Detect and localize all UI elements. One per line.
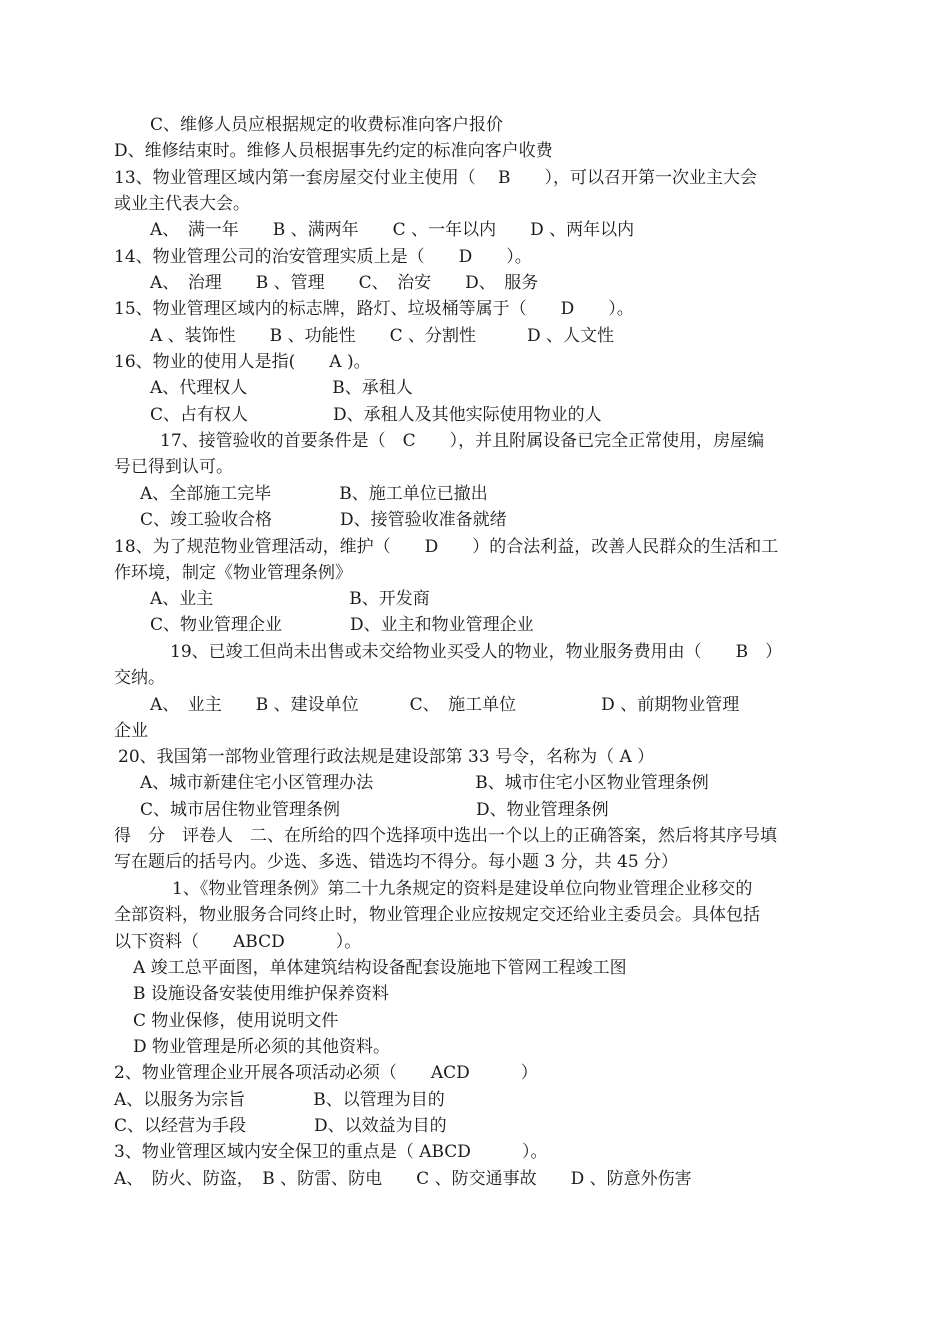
options-17: A、全部施工完毕 B、施工单位已撤出: [140, 484, 488, 504]
options-m1: A 竣工总平面图，单体建筑结构设备配套设施地下管网工程竣工图: [133, 958, 627, 978]
options-17: C、竣工验收合格 D、接管验收准备就绪: [140, 510, 507, 530]
options-m2: C、以经营为手段 D、以效益为目的: [114, 1116, 447, 1136]
multi-question-3: 3、物业管理区域内安全保卫的重点是（ ABCD ）。: [114, 1142, 548, 1162]
text-line: D、维修结束时。维修人员根据事先约定的标准向客户收费: [114, 141, 553, 161]
question-18: 18、为了规范物业管理活动，维护（ D ）的合法利益，改善人民群众的生活和工: [114, 537, 779, 557]
options-19: A、 业主 B 、建设单位 C、 施工单位 D 、前期物业管理: [150, 695, 740, 715]
question-20: 20、我国第一部物业管理行政法规是建设部第 33 号令，名称为（ A ）: [118, 747, 655, 767]
options-m1: B 设施设备安装使用维护保养资料: [133, 984, 389, 1004]
text-line: 企业: [114, 721, 148, 741]
question-15: 15、物业管理区域内的标志牌，路灯、垃圾桶等属于（ D ）。: [114, 299, 634, 319]
text-line: 号已得到认可。: [114, 457, 233, 477]
text-line: 以下资料（ ABCD ）。: [114, 932, 362, 952]
section-two-header: 得 分 评卷人 二、在所给的四个选择项中选出一个以上的正确答案，然后将其序号填: [114, 826, 777, 846]
options-16: C、占有权人 D、承租人及其他实际使用物业的人: [150, 405, 602, 425]
text-line: 全部资料，物业服务合同终止时，物业管理企业应按规定交还给业主委员会。具体包括: [114, 905, 760, 925]
text-line: 作环境，制定《物业管理条例》: [114, 563, 352, 583]
options-18: C、物业管理企业 D、业主和物业管理企业: [150, 615, 534, 635]
options-16: A、代理权人 B、承租人: [150, 378, 413, 398]
options-13: A、 满一年 B 、满两年 C 、一年以内 D 、两年以内: [150, 220, 635, 240]
options-m3: A、 防火、防盗， B 、防雷、防电 C 、防交通事故 D 、防意外伤害: [114, 1169, 692, 1189]
options-15: A 、装饰性 B 、功能性 C 、分割性 D 、人文性: [150, 326, 615, 346]
options-18: A、业主 B、开发商: [150, 589, 430, 609]
multi-question-1: 1、《物业管理条例》第二十九条规定的资料是建设单位向物业管理企业移交的: [172, 879, 753, 899]
question-19: 19、已竣工但尚未出售或未交给物业买受人的物业，物业服务费用由（ B ）: [170, 642, 783, 662]
multi-question-2: 2、物业管理企业开展各项活动必须（ ACD ）: [114, 1063, 538, 1083]
question-13: 13、物业管理区域内第一套房屋交付业主使用（ B ），可以召开第一次业主大会: [114, 168, 758, 188]
text-line: C、维修人员应根据规定的收费标准向客户报价: [150, 115, 504, 135]
question-17: 17、接管验收的首要条件是（ C ），并且附属设备已完全正常使用，房屋编: [160, 431, 765, 451]
options-m1: D 物业管理是所必须的其他资料。: [133, 1037, 391, 1057]
options-20: A、城市新建住宅小区管理办法 B、城市住宅小区物业管理条例: [140, 773, 709, 793]
options-20: C、城市居住物业管理条例 D、物业管理条例: [140, 800, 609, 820]
section-two-instructions: 写在题后的括号内。少选、多选、错选均不得分。每小题 3 分，共 45 分）: [114, 852, 679, 872]
question-14: 14、物业管理公司的治安管理实质上是（ D ）。: [114, 247, 532, 267]
text-line: 交纳。: [114, 668, 165, 688]
options-14: A、 治理 B 、管理 C、 治安 D、 服务: [150, 273, 539, 293]
options-m2: A、以服务为宗旨 B、以管理为目的: [114, 1090, 445, 1110]
question-16: 16、物业的使用人是指( A )。: [114, 352, 371, 372]
options-m1: C 物业保修，使用说明文件: [133, 1011, 339, 1031]
text-line: 或业主代表大会。: [114, 194, 250, 214]
